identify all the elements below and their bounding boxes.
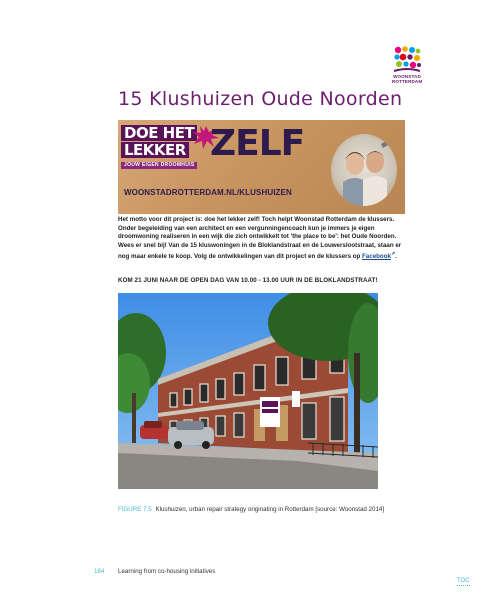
banner-line1: DOE HET: [121, 125, 197, 141]
banner-subtitle: JOUW EIGEN DROOMHUIS: [121, 162, 197, 169]
figure-label: FIGURE 7.5: [118, 506, 152, 513]
banner-line2: LEKKER: [121, 142, 189, 158]
page-number: 164: [94, 568, 105, 575]
banner-url: WOONSTADROTTERDAM.NL/KLUSHUIZEN: [124, 188, 292, 197]
figure-caption: [118, 506, 418, 513]
street-photo: [118, 293, 378, 489]
couple-photo: [331, 134, 397, 206]
external-link-icon: ↗: [390, 251, 396, 258]
woonstad-logo: [392, 44, 422, 86]
open-day-announcement: KOM 21 JUNI NAAR DE OPEN DAG VAN 10.00 - 13.00 UUR IN DE BLOKLANDSTRAAT!: [118, 277, 378, 284]
logo-text-line1: WOONSTAD: [393, 74, 421, 79]
banner-zelf: ZELF: [210, 123, 305, 164]
body-paragraph-text: Het motto voor dit project is: doe het lekker zelf! Toch helpt Woonstad Rotterdam de klussers. Onder begeleiding van een architect en een vergunningencoach kun je immers je eigen droomwoning realiseren in een wijk die zich ontwikkelt tot 'the place to be': het Oude Noorden. Wees er snel bij! Van de 15 kluswoningen in de Bloklandstraat en de Louwerslootstraat, staan er nog maar enkele te koop. Volg de ontwikkelingen van dit project en de klussers op: [118, 216, 402, 261]
logo-mark-icon: [392, 44, 422, 74]
page-title: 15 Klushuizen Oude Noorden: [118, 88, 403, 110]
logo-text-line2: ROTTERDAM: [392, 79, 423, 84]
facebook-link[interactable]: Facebook: [362, 253, 391, 261]
couple-photo-image: [331, 134, 397, 206]
campaign-banner: [118, 120, 405, 214]
body-paragraph-end: .: [395, 253, 397, 261]
toc-link[interactable]: TOC: [457, 578, 470, 584]
street-photo-image: [118, 293, 378, 489]
figure-caption-text: Klushuizen, urban repair strategy originating in Rotterdam [source: Woonstad 2014]: [155, 506, 385, 513]
body-paragraph: [118, 216, 406, 262]
running-footer-title: Learning from co-housing initiatives: [118, 568, 216, 575]
